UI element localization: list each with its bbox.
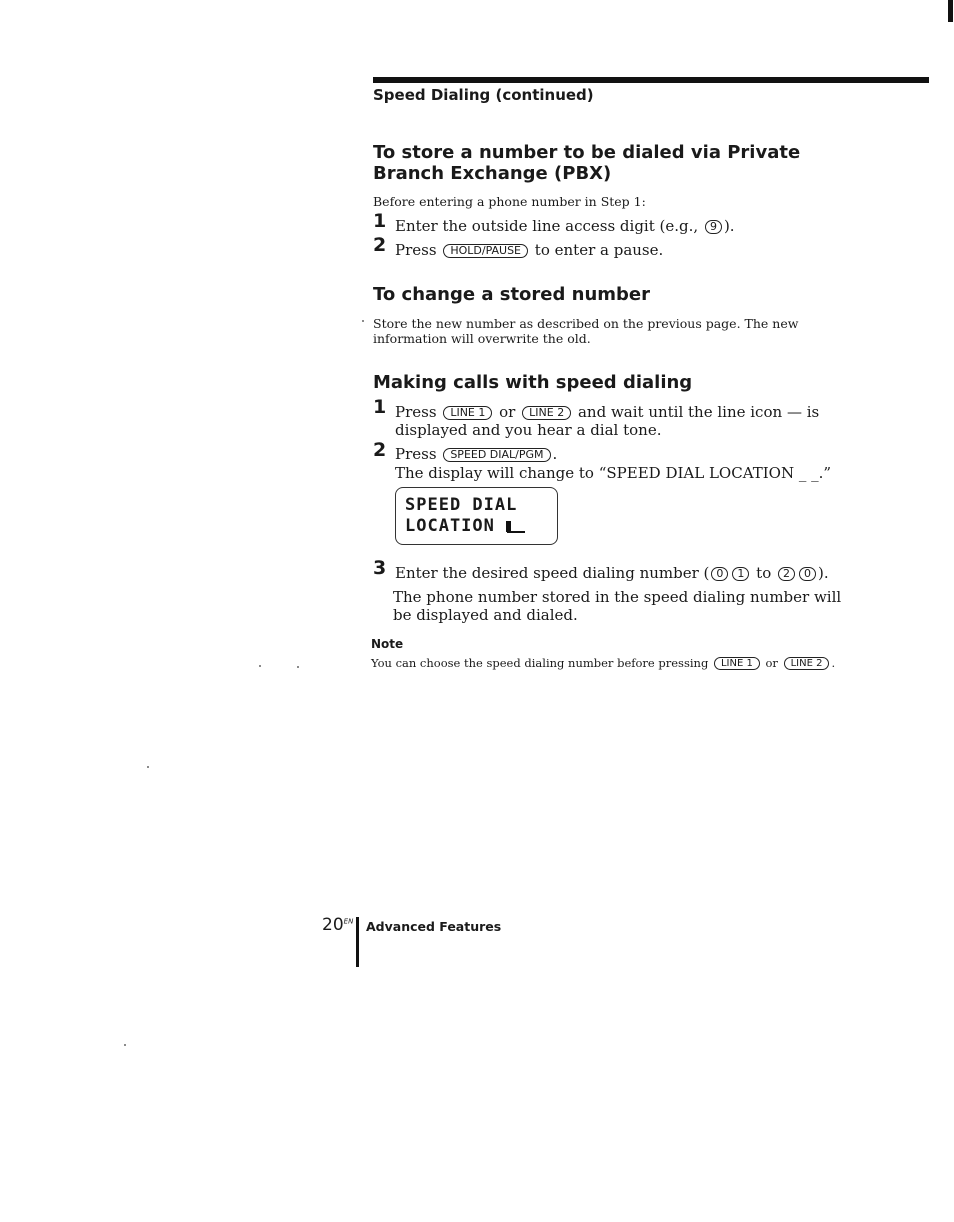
line2-key-icon: LINE 2 [522,406,571,420]
pbx-step1 [395,217,735,235]
line-icon: — [786,403,802,421]
running-header: Speed Dialing (continued) [373,86,594,104]
pbx-step1-end: ). [723,217,735,235]
making-step1-press: Press [395,403,437,421]
scan-speck [297,666,299,668]
page-number-block [322,915,353,935]
note-or: or [765,656,778,670]
scan-speck [124,1044,126,1046]
making-step2-line2: The display will change to “SPEED DIAL LOCATION _ _.” [395,464,832,482]
lcd-display [395,487,558,545]
note-label: Note [371,637,404,651]
making-step1-line2: displayed and you hear a dial tone. [395,421,662,439]
making-step3-end: ). [818,564,829,582]
scan-speck [362,320,364,322]
page-suffix: EN [343,917,354,926]
pbx-step2-number: 2 [373,234,387,256]
making-step1-number: 1 [373,396,387,418]
making-step2-number: 2 [373,439,387,461]
digit-1-key-icon: 1 [732,567,749,581]
lcd-line2-row [405,516,525,536]
pbx-step2-press: Press [395,241,437,259]
speed-dial-pgm-key-icon: SPEED DIAL/PGM [443,448,550,462]
making-step3 [395,564,829,582]
making-step1 [395,403,819,421]
making-step3-line3: be displayed and dialed. [393,606,578,624]
page-number: 20 [322,915,344,935]
pbx-step2 [395,241,663,259]
making-step1-or: or [499,403,516,421]
lcd-blank-digits [507,531,525,533]
corner-mark [948,0,953,22]
digit-0b-key-icon: 0 [799,567,816,581]
making-step2-dot: . [552,445,558,463]
making-heading: Making calls with speed dialing [373,372,693,393]
header-rule [373,77,929,83]
making-step3-to: to [756,564,772,582]
note-line2-key-icon: LINE 2 [784,657,830,670]
making-step3-text: Enter the desired speed dialing number ( [395,564,710,582]
change-line2: information will overwrite the old. [373,331,591,346]
change-line1: Store the new number as described on the previous page. The new [373,316,799,331]
making-step2 [395,445,557,463]
scan-speck [147,766,149,768]
footer-rule [356,917,359,967]
note-text: You can choose the speed dialing number before pressing [371,656,709,670]
hold-pause-key-icon: HOLD/PAUSE [443,244,528,258]
pbx-step1-text: Enter the outside line access digit (e.g., [395,217,699,235]
making-step1-text: and wait until the line icon [577,403,783,421]
scan-speck [259,665,261,667]
footer-section: Advanced Features [366,919,502,934]
pbx-heading-line2: Branch Exchange (PBX) [373,163,612,184]
pbx-intro: Before entering a phone number in Step 1: [373,194,646,209]
line1-key-icon: LINE 1 [443,406,492,420]
pbx-heading-line1: To store a number to be dialed via Private [373,142,801,163]
digit-2-key-icon: 2 [778,567,795,581]
making-step2-press: Press [395,445,437,463]
digit-9-key-icon: 9 [705,220,722,234]
lcd-line2: LOCATION [405,516,495,536]
note-text-row [371,656,835,670]
making-step3-number: 3 [373,557,387,579]
making-step1-is: is [806,403,820,421]
note-line1-key-icon: LINE 1 [714,657,760,670]
lcd-line1: SPEED DIAL [405,495,518,515]
change-heading: To change a stored number [373,284,651,305]
pbx-step2-text: to enter a pause. [534,241,664,259]
digit-0-key-icon: 0 [711,567,728,581]
note-end: . [831,656,836,670]
pbx-step1-number: 1 [373,210,387,232]
making-step3-line2: The phone number stored in the speed dialing number will [393,588,842,606]
